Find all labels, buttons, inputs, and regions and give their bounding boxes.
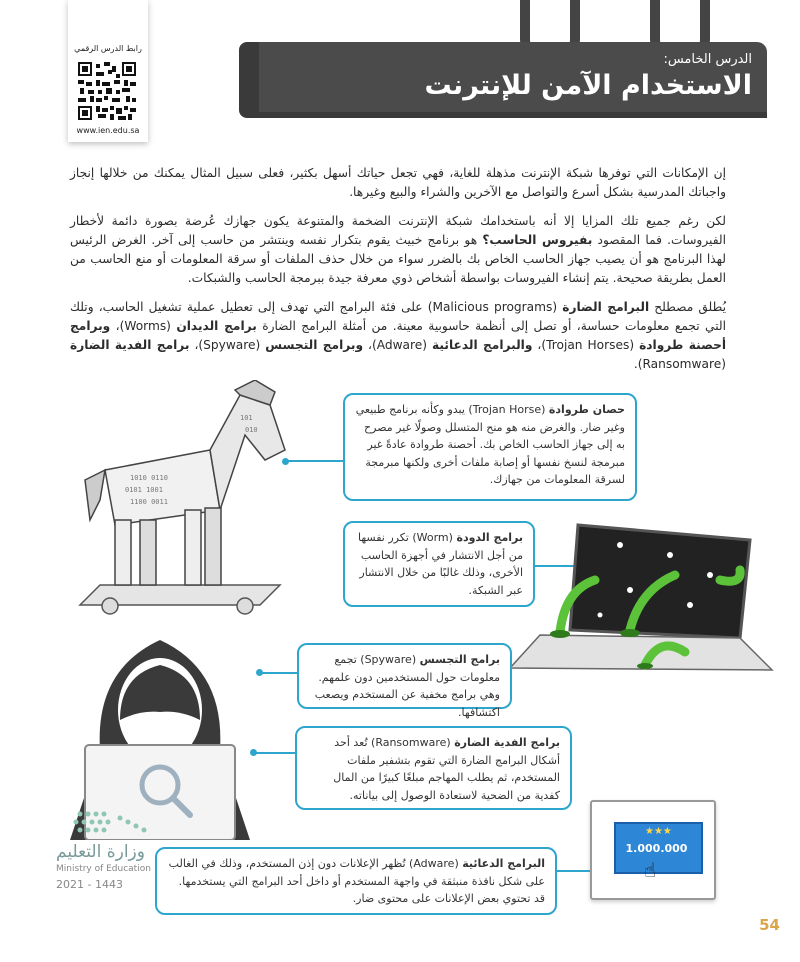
virus-text-a: لكن رغم جميع تلك المزايا إلا أنه باستخدامك شبكة الإنترنت الضخمة والمتنوعة يكون جهازك عُرضة بصورة دائمة لأخطار الفيروسات. فما المقصود bbox=[70, 214, 726, 247]
ransom-pointer-line bbox=[255, 752, 295, 754]
trojan-callout-text: (Trojan Horse) يبدو وكأنه برنامج طبيعي وغير ضار. والغرض منه هو منح المتسلل وصولًا غير مصرح به إلى جهاز الحاسب الخاص بك. أحصنة طروادة عادةً غير مبرمجة لنسخ نفسها أو إصابة ملفات أخرى ولكنها مبرمجة لسرقة المعلومات من جهازك. bbox=[355, 403, 625, 486]
moe-name-ar: وزارة التعليم bbox=[56, 842, 145, 862]
adware-stars-icon: ★★★ bbox=[645, 826, 672, 837]
svg-text:1100 0011: 1100 0011 bbox=[130, 498, 168, 506]
moe-name-en: Ministry of Education bbox=[56, 864, 151, 874]
malware-term: البرامج الضارة bbox=[562, 300, 650, 314]
adware-callout-text: (Adware) تُظهر الإعلانات دون إذن المستخدم، وذلك في الغالب على شكل نافذة منبثقة في واجهة المستخدم أو داخل أحد البرامج التي يستخدمها. قد تحتوي بعض الإعلانات على محتوى ضار. bbox=[168, 857, 545, 905]
page-number: 54 bbox=[759, 916, 780, 934]
trojan-term: وبرامج أحصنة طروادة bbox=[70, 319, 727, 352]
ransomware-term: برامج الفدية الضارة bbox=[70, 338, 190, 352]
spyware-pointer-dot bbox=[256, 669, 263, 676]
worm-callout-title: برامج الدودة bbox=[456, 531, 523, 544]
qr-code-icon[interactable] bbox=[78, 62, 136, 120]
virus-term: بفيروس الحاسب؟ bbox=[482, 233, 593, 247]
adware-term: والبرامج الدعائية bbox=[432, 338, 533, 352]
malware-text-m: (Ransomware). bbox=[633, 357, 726, 371]
worms-term: برامج الديدان bbox=[176, 319, 257, 333]
trojan-pointer-line bbox=[288, 460, 344, 462]
svg-text:1010 0110: 1010 0110 bbox=[130, 474, 168, 482]
adware-amount: 1.000.000 bbox=[625, 842, 688, 855]
page-title: الاستخدام الآمن للإنترنت bbox=[424, 70, 752, 101]
malware-text-e: (Worms)، bbox=[110, 319, 177, 333]
worm-callout bbox=[343, 521, 535, 607]
spyware-pointer-line bbox=[262, 672, 298, 674]
trojan-horse-illustration bbox=[70, 380, 300, 615]
svg-text:101: 101 bbox=[240, 414, 253, 422]
laptop-worms-illustration bbox=[510, 520, 780, 680]
malware-paragraph bbox=[70, 298, 726, 374]
intro-text: إن الإمكانات التي توفرها شبكة الإنترنت مذهلة للغاية، فهي تجعل حياتك أسهل بكثير، فعلى سبيل المثال يمكنك من خلالها إنجاز واجباتك المدرسية بشكل أسرع والتواصل مع الآخرين والشراء والبيع وغيرها. bbox=[70, 166, 726, 199]
moe-year: 2021 - 1443 bbox=[56, 878, 123, 891]
trojan-callout bbox=[343, 393, 637, 501]
ransomware-callout bbox=[295, 726, 572, 810]
svg-text:0101 1001: 0101 1001 bbox=[125, 486, 163, 494]
ransom-pointer-dot bbox=[250, 749, 257, 756]
moe-dots-logo bbox=[70, 808, 160, 842]
malware-text-i: (Adware)، bbox=[363, 338, 433, 352]
lesson-label: الدرس الخامس: bbox=[663, 52, 752, 67]
virus-paragraph bbox=[70, 212, 726, 288]
trojan-callout-title: حصان طروادة bbox=[548, 403, 625, 416]
malware-text-c: (Malicious programs) على فئة البرامج التي تهدف إلى تعطيل عملية تشغيل الحاسب، وتلك التي تجمع معلومات حساسة، أو تصل إلى أنظمة حاسوبية معينة. من أمثلة البرامج الضارة bbox=[70, 300, 726, 333]
virus-text-c: هو برنامج خبيث يقوم بتكرار نفسه وينتشر من حاسب إلى آخر. الغرض الرئيس لهذا البرنامج هو أن يصيب جهاز الحاسب الخاص بك بالضرر سواء من خلال حذف الملفات أو سرقة المعلومات أو منع الحاسب من العمل بطريقة صحيحة. يتم إنشاء الفيروسات بواسطة أشخاص ذوي معرفة جيدة ببرمجة الحاسب والشبكات. bbox=[70, 233, 726, 285]
adware-pointer-line bbox=[557, 870, 590, 872]
malware-text-a: يُطلق مصطلح bbox=[649, 300, 726, 314]
adware-callout bbox=[155, 847, 557, 915]
qr-label: رابط الدرس الرقمي bbox=[74, 44, 142, 53]
ransom-callout-title: برامج الفدية الضارة bbox=[454, 736, 560, 749]
qr-url[interactable]: www.ien.edu.sa bbox=[76, 126, 140, 135]
spyware-callout bbox=[297, 643, 512, 719]
pointer-hand-icon: ☝ bbox=[644, 858, 657, 882]
adware-callout-title: البرامج الدعائية bbox=[462, 857, 545, 870]
worm-callout-text: (Worm) تكرر نفسها من أجل الانتشار في أجهزة الحاسب الأخرى، وذلك غالبًا من خلال الانتشار عبر الشبكة. bbox=[357, 531, 523, 597]
malware-text-g: (Trojan Horses)، bbox=[532, 338, 640, 352]
svg-text:010: 010 bbox=[245, 426, 258, 434]
intro-paragraph bbox=[70, 164, 726, 202]
ransom-callout-text: (Ransomware) تُعد أحد أشكال البرامج الضارة التي تقوم بتشفير ملفات المستخدم، ثم يطلب المهاجم مبلغًا كبيرًا من المال كفدية من الضحية لاستعادة الوصول إلى بياناته. bbox=[333, 736, 560, 802]
spyware-callout-title: برامج التجسس bbox=[419, 653, 500, 666]
malware-text-k: (Spyware)، bbox=[189, 338, 266, 352]
spyware-term: وبرامج التجسس bbox=[265, 338, 364, 352]
spyware-callout-text: (Spyware) تجمع معلومات حول المستخدمين دون علمهم. وهي برامج مخفية عن المستخدم ويصعب اكتشافها. bbox=[314, 653, 500, 719]
